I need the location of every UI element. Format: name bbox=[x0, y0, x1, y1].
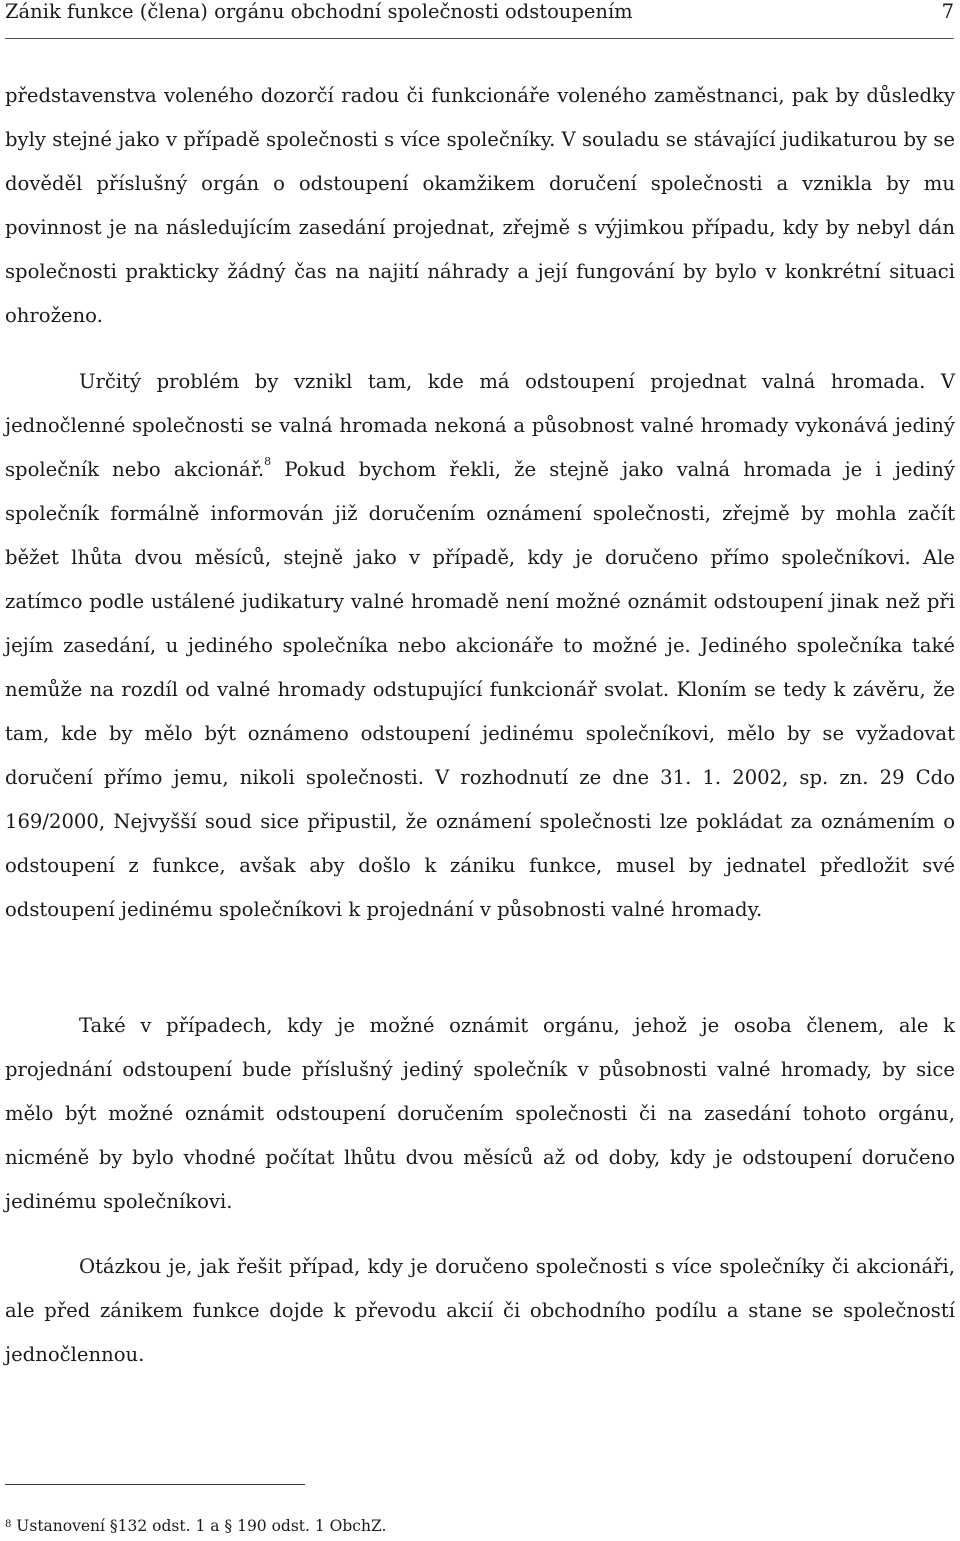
footnote-divider bbox=[5, 1484, 305, 1485]
footnote-text: Ustanovení §132 odst. 1 a § 190 odst. 1 ObchZ. bbox=[11, 1517, 387, 1535]
paragraph-1 bbox=[5, 74, 955, 338]
running-header bbox=[5, 0, 954, 39]
footnote bbox=[5, 1516, 386, 1536]
paragraph-2-text-end: Pokud bychom řekli, že stejně jako valná hromada je i jediný společník formálně informován již doručením oznámení společnosti, zřejmě by mohla začít běžet lhůta dvou měsíců, stejně jako v případě, kdy je doručeno přímo společníkovi. Ale zatímco podle ustálené judikatury valné hromadě není možné oznámit odstoupení jinak než při jejím zasedání, u jediného společníka nebo akcionáře to možné je. Jediného společníka také nemůže na rozdíl od valné hromady odstupující funkcionář svolat. Kloním se tedy k závěru, že tam, kde by mělo být oznámeno odstoupení jedinému společníkovi, mělo by se vyžadovat doručení přímo jemu, nikoli společnosti. V rozhodnutí ze dne 31. 1. 2002, sp. zn. 29 Cdo 169/2000, Nejvyšší soud sice připustil, že oznámení společnosti lze pokládat za oznámením o odstoupení z funkce, avšak aby došlo k zániku funkce, musel by jednatel předložit své odstoupení jedinému společníkovi k projednání v působnosti valné hromady. bbox=[5, 458, 955, 921]
paragraph-3-text: Také v případech, kdy je možné oznámit orgánu, jehož je osoba členem, ale k projednání odstoupení bude příslušný jediný společník v působnosti valné hromady, by sice mělo být možné oznámit odstoupení doručením společnosti či na zasedání tohoto orgánu, nicméně by bylo vhodné počítat lhůtu dvou měsíců až od doby, kdy je odstoupení doručeno jedinému společníkovi. bbox=[5, 1014, 955, 1213]
paragraph-4 bbox=[5, 1245, 955, 1377]
footnote-mark: 8 bbox=[5, 1519, 12, 1530]
footnote-reference[interactable]: 8 bbox=[264, 455, 272, 468]
page-number: 7 bbox=[941, 0, 954, 23]
paragraph-3 bbox=[5, 1004, 955, 1224]
header-title: Zánik funkce (člena) orgánu obchodní společnosti odstoupením bbox=[5, 0, 633, 23]
paragraph-4-text: Otázkou je, jak řešit případ, kdy je doručeno společnosti s více společníky či akcionáři, ale před zánikem funkce dojde k převodu akcií či obchodního podílu a stane se společností jednočlennou. bbox=[5, 1255, 955, 1366]
paragraph-1-text: představenstva voleného dozorčí radou či funkcionáře voleného zaměstnanci, pak by důsledky byly stejné jako v případě společnosti s více společníky. V souladu se stávající judikaturou by se dověděl příslušný orgán o odstoupení okamžikem doručení společnosti a vznikla by mu povinnost je na následujícím zasedání projednat, zřejmě s výjimkou případu, kdy by nebyl dán společnosti prakticky žádný čas na najití náhrady a její fungování by bylo v konkrétní situaci ohroženo. bbox=[5, 84, 955, 327]
paragraph-2-text-start: Určitý problém by vznikl tam, kde má odstoupení projednat valná hromada. V jednočlenné společnosti se valná hromada nekoná a působnost valné hromady vykonává jediný společník nebo akcionář. bbox=[5, 370, 955, 481]
paragraph-2 bbox=[5, 360, 955, 932]
